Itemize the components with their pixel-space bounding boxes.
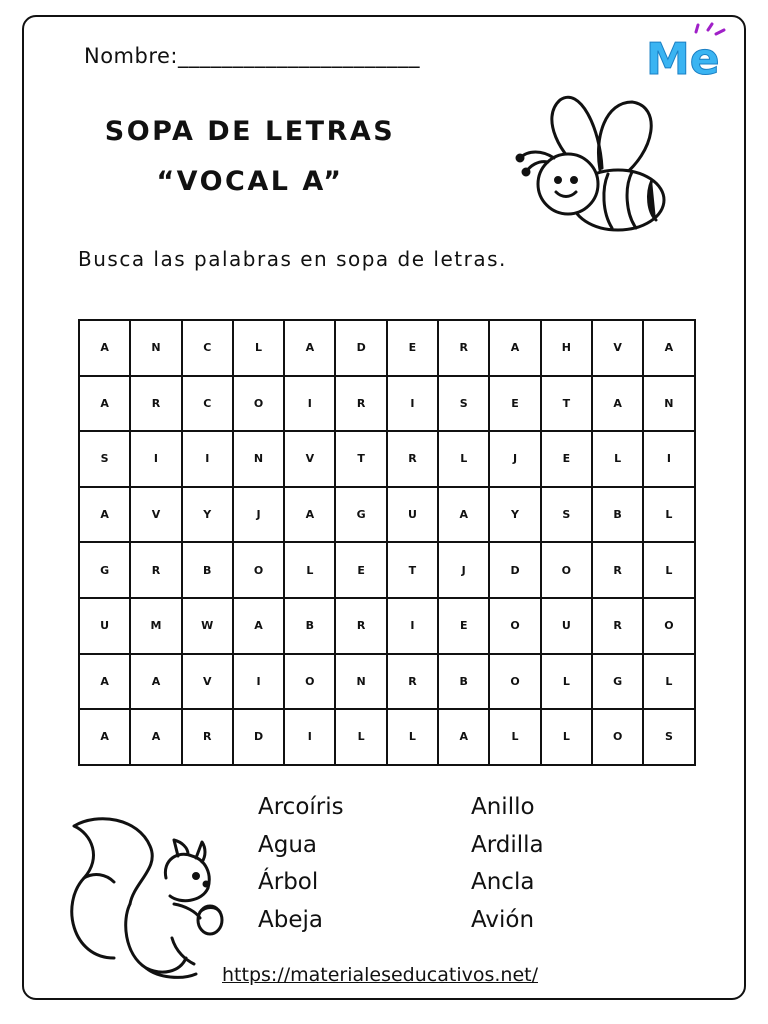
grid-cell: I	[284, 709, 335, 765]
grid-cell: E	[489, 376, 540, 432]
grid-row	[79, 320, 695, 376]
word-search-grid	[78, 319, 696, 766]
materiales-educativos-logo	[640, 22, 730, 86]
grid-cell: S	[438, 376, 489, 432]
grid-cell: E	[438, 598, 489, 654]
grid-cell: W	[182, 598, 233, 654]
word-item: Ardilla	[471, 831, 544, 858]
grid-cell: J	[233, 487, 284, 543]
grid-cell: L	[284, 542, 335, 598]
grid-cell: S	[643, 709, 694, 765]
website-link[interactable]: https://materialeseducativos.net/	[222, 964, 538, 986]
grid-cell: S	[79, 431, 130, 487]
grid-cell: B	[438, 654, 489, 710]
grid-cell: I	[233, 654, 284, 710]
grid-cell: E	[387, 320, 438, 376]
grid-cell: O	[233, 542, 284, 598]
grid-cell: N	[233, 431, 284, 487]
page-title-line-2: “VOCAL A”	[156, 166, 344, 197]
grid-cell: Y	[182, 487, 233, 543]
grid-row	[79, 376, 695, 432]
grid-cell: L	[592, 431, 643, 487]
grid-cell: G	[335, 487, 386, 543]
grid-cell: M	[130, 598, 181, 654]
grid-cell: R	[130, 376, 181, 432]
grid-cell: L	[541, 709, 592, 765]
grid-cell: A	[79, 654, 130, 710]
grid-cell: O	[284, 654, 335, 710]
grid-cell: L	[489, 709, 540, 765]
grid-cell: C	[182, 376, 233, 432]
word-item: Arcoíris	[258, 794, 344, 820]
grid-cell: L	[438, 431, 489, 487]
grid-cell: R	[592, 542, 643, 598]
grid-cell: A	[438, 487, 489, 543]
grid-cell: I	[387, 598, 438, 654]
grid-cell: T	[335, 431, 386, 487]
grid-cell: D	[489, 542, 540, 598]
grid-cell: A	[592, 376, 643, 432]
grid-cell: N	[130, 320, 181, 376]
grid-cell: V	[284, 431, 335, 487]
grid-cell: O	[643, 598, 694, 654]
grid-cell: O	[592, 709, 643, 765]
grid-cell: V	[182, 654, 233, 710]
bee-icon	[508, 88, 668, 238]
grid-cell: O	[489, 654, 540, 710]
grid-cell: A	[233, 598, 284, 654]
grid-row	[79, 654, 695, 710]
grid-cell: D	[335, 320, 386, 376]
grid-cell: A	[489, 320, 540, 376]
grid-cell: N	[643, 376, 694, 432]
page-title-line-1: SOPA DE LETRAS	[104, 116, 396, 147]
grid-row	[79, 709, 695, 765]
grid-cell: T	[387, 542, 438, 598]
grid-cell: S	[541, 487, 592, 543]
grid-cell: N	[335, 654, 386, 710]
grid-cell: R	[438, 320, 489, 376]
grid-cell: A	[130, 654, 181, 710]
grid-cell: L	[643, 542, 694, 598]
word-item: Agua	[258, 831, 318, 858]
grid-cell: V	[130, 487, 181, 543]
name-field-label: Nombre:______________________	[84, 44, 421, 68]
grid-cell: A	[79, 320, 130, 376]
grid-cell: A	[438, 709, 489, 765]
grid-cell: B	[592, 487, 643, 543]
grid-cell: C	[182, 320, 233, 376]
word-item: Anillo	[471, 794, 535, 820]
grid-cell: L	[387, 709, 438, 765]
grid-cell: B	[182, 542, 233, 598]
grid-cell: E	[335, 542, 386, 598]
grid-row	[79, 431, 695, 487]
grid-cell: A	[79, 376, 130, 432]
grid-cell: L	[643, 487, 694, 543]
grid-cell: U	[541, 598, 592, 654]
grid-cell: J	[438, 542, 489, 598]
grid-cell: I	[284, 376, 335, 432]
grid-cell: R	[335, 376, 386, 432]
grid-cell: L	[233, 320, 284, 376]
grid-row	[79, 598, 695, 654]
word-item: Ancla	[471, 869, 535, 895]
grid-cell: O	[233, 376, 284, 432]
grid-cell: A	[130, 709, 181, 765]
grid-cell: R	[592, 598, 643, 654]
grid-cell: L	[541, 654, 592, 710]
grid-cell: J	[489, 431, 540, 487]
grid-cell: A	[79, 487, 130, 543]
word-item: Abeja	[258, 906, 323, 933]
grid-cell: Y	[489, 487, 540, 543]
grid-cell: L	[335, 709, 386, 765]
grid-cell: B	[284, 598, 335, 654]
grid-cell: U	[387, 487, 438, 543]
grid-cell: V	[592, 320, 643, 376]
word-list-right	[471, 789, 544, 939]
grid-row	[79, 542, 695, 598]
svg-text:Me: Me	[646, 34, 720, 85]
grid-cell: L	[643, 654, 694, 710]
grid-cell: A	[79, 709, 130, 765]
grid-cell: R	[387, 654, 438, 710]
grid-cell: I	[387, 376, 438, 432]
grid-row	[79, 487, 695, 543]
squirrel-icon	[62, 808, 232, 983]
grid-cell: T	[541, 376, 592, 432]
grid-cell: R	[130, 542, 181, 598]
word-list-left	[258, 789, 344, 939]
grid-cell: A	[284, 487, 335, 543]
grid-cell: G	[592, 654, 643, 710]
word-item: Árbol	[258, 869, 319, 895]
grid-cell: O	[489, 598, 540, 654]
instructions-text: Busca las palabras en sopa de letras.	[78, 247, 507, 271]
word-item: Avión	[471, 906, 535, 933]
grid-cell: I	[130, 431, 181, 487]
grid-cell: G	[79, 542, 130, 598]
grid-cell: U	[79, 598, 130, 654]
grid-cell: H	[541, 320, 592, 376]
grid-cell: R	[335, 598, 386, 654]
grid-cell: A	[284, 320, 335, 376]
grid-cell: R	[182, 709, 233, 765]
grid-cell: E	[541, 431, 592, 487]
grid-cell: D	[233, 709, 284, 765]
grid-cell: I	[643, 431, 694, 487]
grid-cell: A	[643, 320, 694, 376]
grid-cell: O	[541, 542, 592, 598]
grid-cell: R	[387, 431, 438, 487]
grid-cell: I	[182, 431, 233, 487]
